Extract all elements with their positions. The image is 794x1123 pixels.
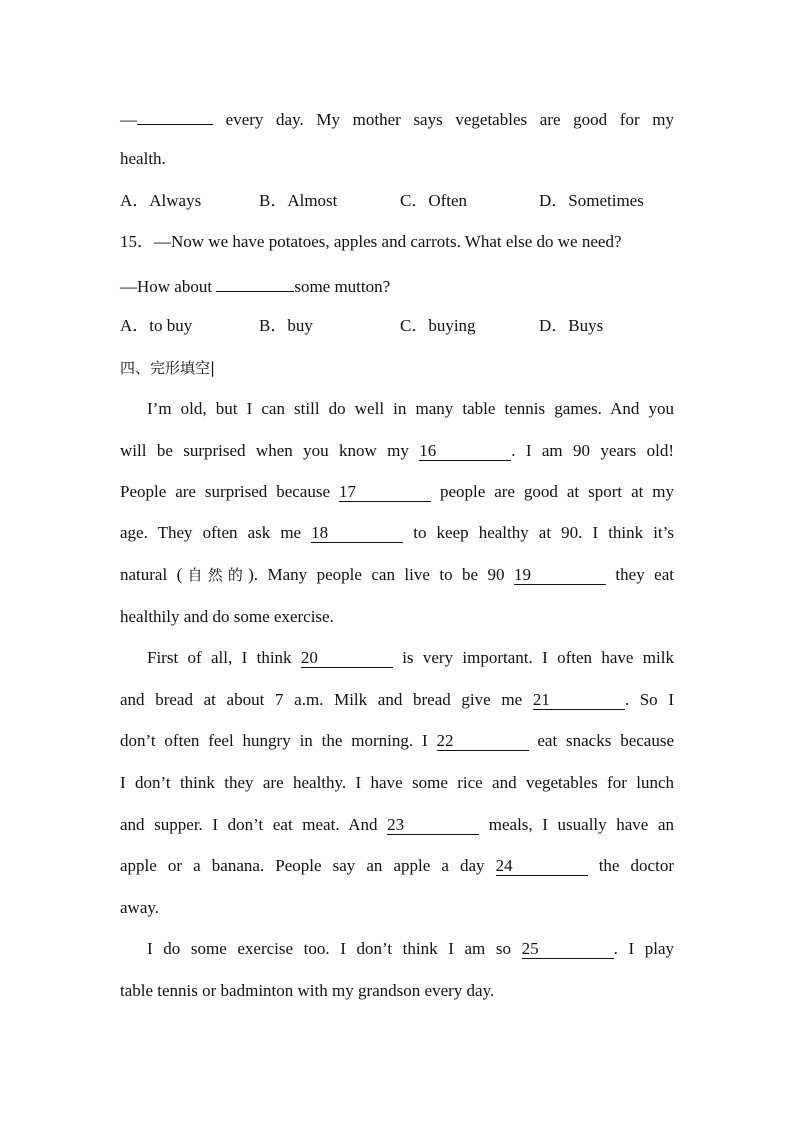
p1-line6: healthily and do some exercise.	[120, 607, 334, 626]
p2-l3-text-b: eat snacks because	[528, 731, 674, 750]
q15-answer-blank[interactable]	[216, 273, 294, 292]
q14-option-d[interactable]: D．Sometimes	[539, 191, 644, 210]
q15-option-c[interactable]: C．buying	[400, 316, 476, 335]
q15-option-a[interactable]: A．to buy	[120, 316, 193, 335]
blank-19[interactable]: 19	[514, 566, 606, 585]
blank-25[interactable]: 25	[522, 940, 614, 959]
q14-answer-blank[interactable]	[137, 106, 213, 125]
blank-21[interactable]: 21	[533, 691, 625, 710]
q15-question: 15．—Now we have potatoes, apples and carrots. What else do we need?	[120, 232, 622, 251]
p2-line1	[147, 647, 674, 669]
p1-l5-text-c: they eat	[605, 565, 674, 584]
q14-dash: —	[120, 110, 137, 129]
p1-l5-cjk: 自然的	[182, 566, 249, 584]
p1-line1: I’m old, but I can still do well in many table tennis games. And you	[147, 399, 674, 418]
p2-l1-text-b: is very important. I often have milk	[392, 648, 674, 667]
p1-line4	[120, 522, 674, 544]
q15-reply-before: —How about	[120, 277, 217, 296]
p3-l1-text-b: . I play	[613, 939, 674, 958]
q14-option-c[interactable]: C．Often	[400, 191, 468, 210]
q15-option-d[interactable]: D．Buys	[539, 316, 604, 335]
p2-l3-text-a: don’t often feel hungry in the morning. I	[120, 731, 437, 750]
p2-line7: away.	[120, 898, 160, 917]
p2-line6	[120, 855, 674, 877]
p2-l6-text-a: apple or a banana. People say an apple a day	[120, 856, 496, 875]
q14-line1	[120, 106, 674, 131]
q15-option-b[interactable]: B．buy	[259, 316, 313, 335]
q14-option-b[interactable]: B．Almost	[259, 191, 338, 210]
p2-l5-text-b: meals, I usually have an	[479, 815, 675, 834]
q15-reply-after: some mutton?	[294, 277, 391, 296]
p2-line5	[120, 814, 674, 836]
p2-l6-text-b: the doctor	[587, 856, 674, 875]
p1-line5	[120, 564, 674, 586]
blank-20[interactable]: 20	[301, 649, 393, 668]
p1-l4-text-a: age. They often ask me	[120, 523, 312, 542]
p2-l5-text-a: and supper. I don’t eat meat. And	[120, 815, 388, 834]
q15-reply	[120, 273, 674, 298]
blank-24[interactable]: 24	[496, 857, 588, 876]
p2-l2-text-a: and bread at about 7 a.m. Milk and bread give me	[120, 690, 533, 709]
blank-23[interactable]: 23	[387, 816, 479, 835]
p2-line3	[120, 730, 674, 752]
p3-line2: table tennis or badminton with my grandson every day.	[120, 981, 495, 1000]
p1-line3	[120, 481, 674, 503]
blank-17[interactable]: 17	[339, 483, 431, 502]
p2-l2-text-b: . So I	[624, 690, 675, 709]
p1-l2-text-b: . I am 90 years old!	[511, 441, 674, 460]
p2-line2	[120, 689, 674, 711]
p3-line1	[147, 938, 674, 960]
p1-line2	[120, 440, 674, 462]
q14-text: every day. My mother says vegetables are good for my	[213, 110, 674, 129]
blank-18[interactable]: 18	[311, 524, 403, 543]
p1-l5-text-b: ). Many people can live to be 90	[248, 565, 514, 584]
section-title: 四、完形填空|	[120, 359, 216, 377]
p1-l3-text-a: People are surprised because	[120, 482, 339, 501]
p2-l1-text-a: First of all, I think	[147, 648, 301, 667]
p1-l5-text-a: natural (	[120, 565, 183, 584]
p2-line4: I don’t think they are healthy. I have some rice and vegetables for lunch	[120, 773, 674, 792]
q14-option-a[interactable]: A．Always	[120, 191, 202, 210]
p1-l2-text-a: will be surprised when you know my	[120, 441, 420, 460]
blank-16[interactable]: 16	[419, 442, 511, 461]
p1-l4-text-b: to keep healthy at 90. I think it’s	[403, 523, 674, 542]
p3-l1-text-a: I do some exercise too. I don’t think I am so	[147, 939, 522, 958]
blank-22[interactable]: 22	[437, 732, 529, 751]
q14-line2: health.	[120, 149, 166, 168]
p1-l3-text-b: people are good at sport at my	[430, 482, 675, 501]
